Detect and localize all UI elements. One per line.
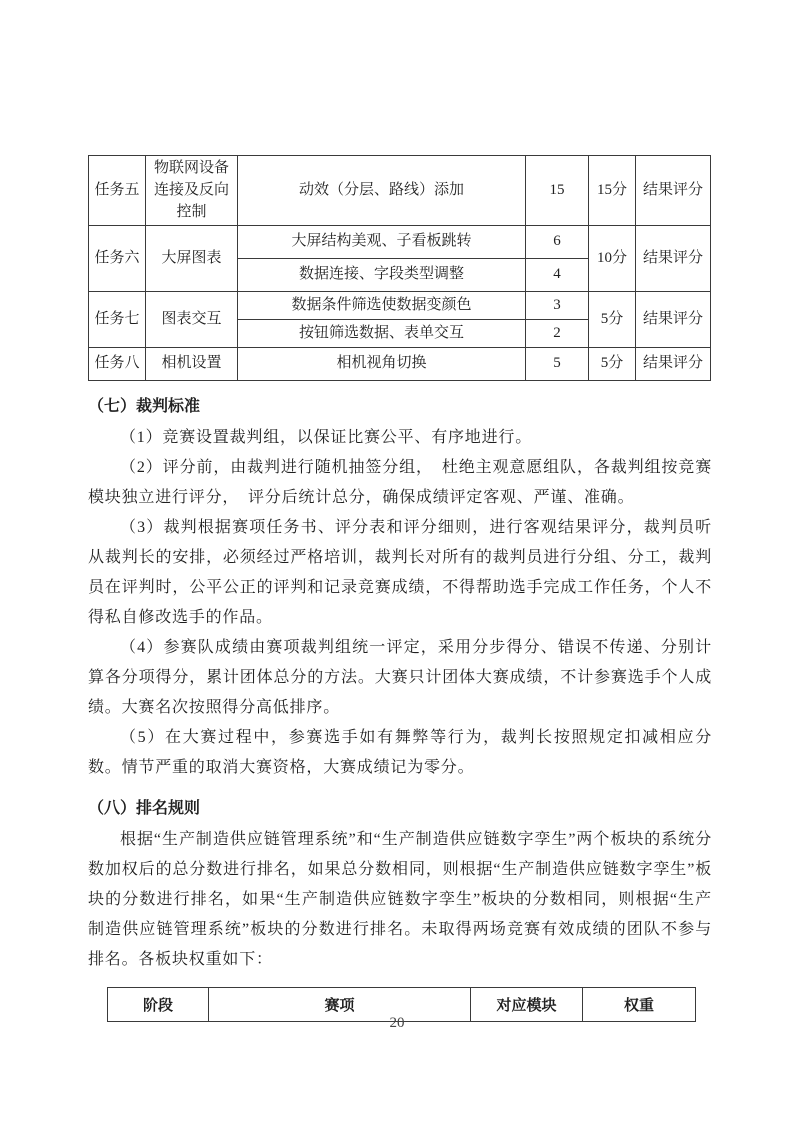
points-cell: 4 [526, 259, 589, 292]
method-cell: 结果评分 [636, 156, 711, 226]
criteria-cell: 按钮筛选数据、表单交互 [238, 320, 526, 348]
module-cell: 大屏图表 [146, 226, 238, 292]
points-cell: 2 [526, 320, 589, 348]
table-row [89, 348, 711, 381]
paragraph: 根据“生产制造供应链管理系统”和“生产制造供应链数字孪生”两个板块的系统分数加权后的总分数进行排名，如果总分数相同，则根据“生产制造供应链数字孪生”板块的分数进行排名，如果“生产制造供应链数字孪生”板块的分数相同，则根据“生产制造供应链管理系统”板块的分数进行排名。未取得两场竞赛有效成绩的团队不参与排名。各板块权重如下： [88, 831, 712, 969]
subtotal-cell: 10分 [589, 226, 636, 292]
task-cell: 任务八 [89, 348, 146, 381]
column-header-event: 赛项 [209, 988, 471, 1022]
column-header-weight: 权重 [583, 988, 696, 1022]
method-cell: 结果评分 [636, 292, 711, 348]
table-row [89, 292, 711, 320]
task-score-table [88, 155, 711, 381]
paragraph: （1）竞赛设置裁判组，以保证比赛公平、有序地进行。 [120, 429, 533, 447]
method-cell: 结果评分 [636, 348, 711, 381]
paragraph: （5）在大赛过程中，参赛选手如有舞弊等行为，裁判长按照规定扣减相应分数。情节严重的取消大赛资格，大赛成绩记为零分。 [88, 729, 712, 777]
page-number: 20 [389, 1015, 405, 1031]
criteria-cell: 大屏结构美观、子看板跳转 [238, 226, 526, 259]
section-heading-judging: （七）裁判标准 [88, 398, 201, 416]
subtotal-cell: 5分 [589, 292, 636, 348]
page-content [88, 155, 712, 1022]
method-cell: 结果评分 [636, 226, 711, 292]
task-cell: 任务五 [89, 156, 146, 226]
subtotal-cell: 15分 [589, 156, 636, 226]
module-cell: 图表交互 [146, 292, 238, 348]
points-cell: 5 [526, 348, 589, 381]
task-cell: 任务七 [89, 292, 146, 348]
paragraph: （4）参赛队成绩由赛项裁判组统一评定，采用分步得分、错误不传递、分别计算各分项得分，累计团体总分的方法。大赛只计团体大赛成绩，不计参赛选手个人成绩。大赛名次按照得分高低排序。 [88, 639, 712, 717]
criteria-cell: 数据条件筛选使数据变颜色 [238, 292, 526, 320]
column-header-module: 对应模块 [471, 988, 583, 1022]
points-cell: 15 [526, 156, 589, 226]
module-cell: 相机设置 [146, 348, 238, 381]
module-cell: 物联网设备连接及反向控制 [146, 156, 238, 226]
column-header-stage: 阶段 [108, 988, 209, 1022]
criteria-cell: 动效（分层、路线）添加 [238, 156, 526, 226]
paragraph: （2）评分前，由裁判进行随机抽签分组， 杜绝主观意愿组队，各裁判组按竞赛模块独立进行评分， 评分后统计总分，确保成绩评定客观、严谨、准确。 [88, 459, 712, 507]
table-row [89, 226, 711, 259]
subtotal-cell: 5分 [589, 348, 636, 381]
criteria-cell: 相机视角切换 [238, 348, 526, 381]
points-cell: 3 [526, 292, 589, 320]
criteria-cell: 数据连接、字段类型调整 [238, 259, 526, 292]
points-cell: 6 [526, 226, 589, 259]
section-heading-ranking: （八）排名规则 [88, 800, 201, 818]
table-row [89, 156, 711, 226]
task-cell: 任务六 [89, 226, 146, 292]
paragraph: （3）裁判根据赛项任务书、评分表和评分细则，进行客观结果评分，裁判员听从裁判长的安排，必须经过严格培训，裁判长对所有的裁判员进行分组、分工，裁判员在评判时，公平公正的评判和记录竞赛成绩，不得帮助选手完成工作任务，个人不得私自修改选手的作品。 [88, 519, 712, 627]
